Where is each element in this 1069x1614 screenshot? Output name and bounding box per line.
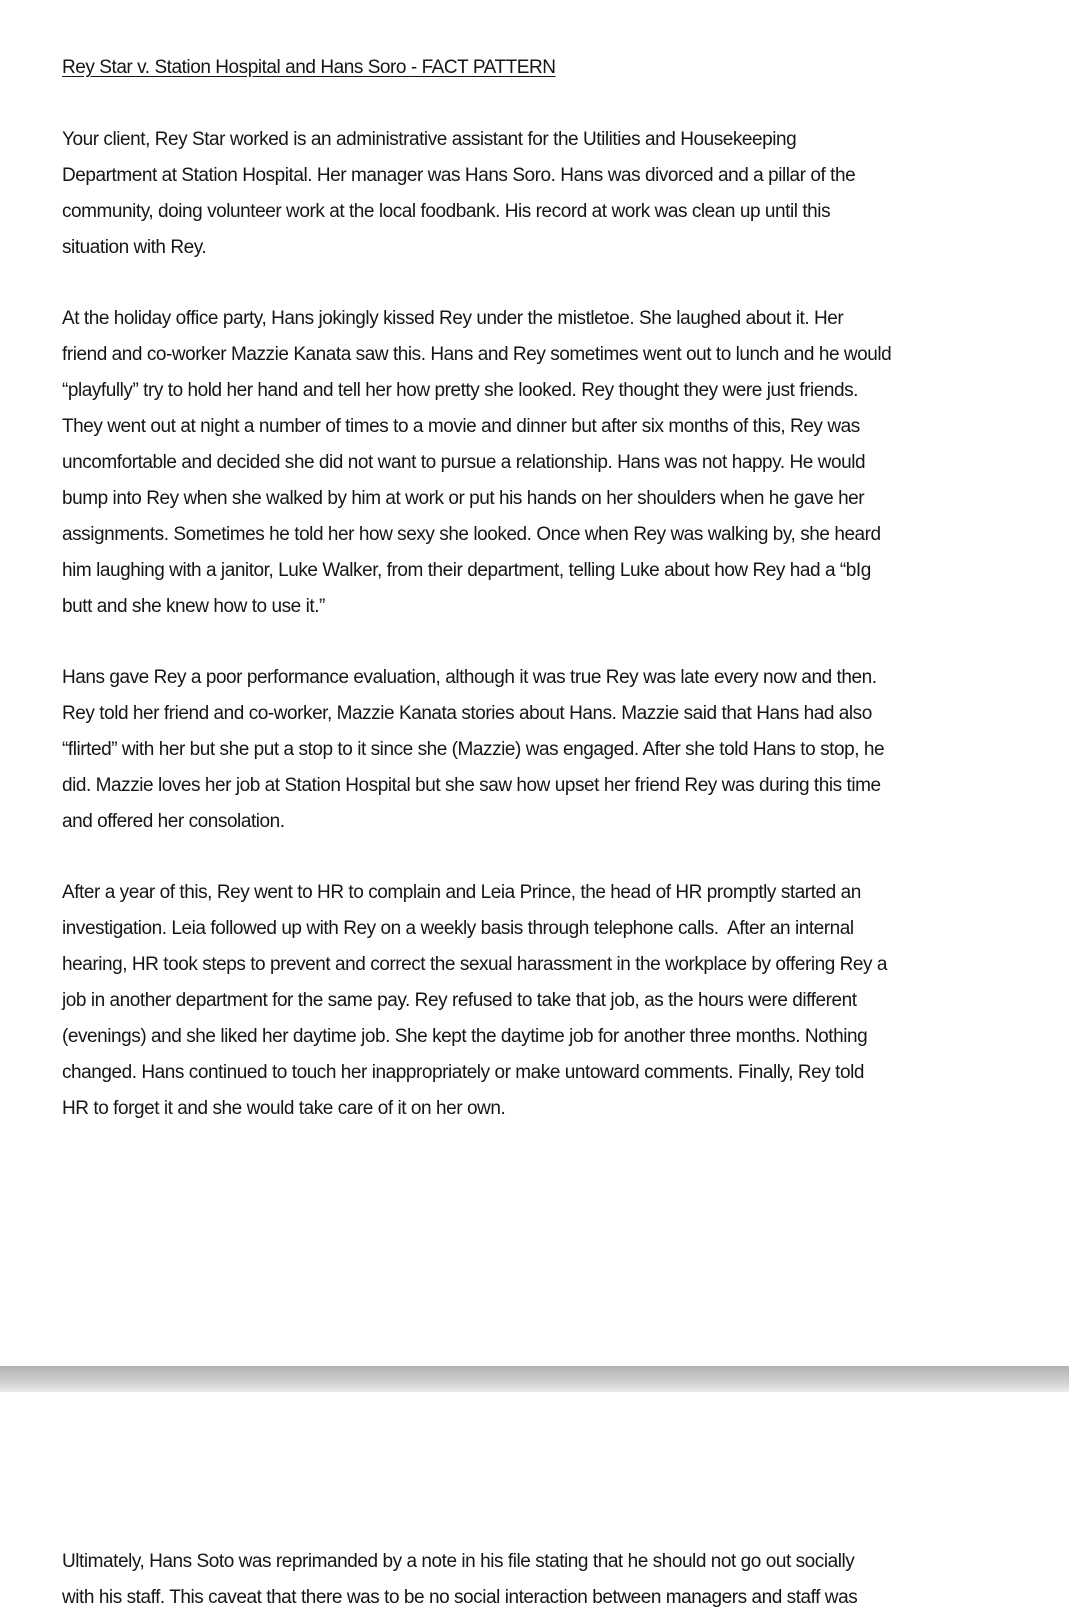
paragraph-client-background: [62, 122, 1011, 266]
text-line: Rey told her friend and co-worker, Mazzie Kanata stories about Hans. Mazzie said that Hans had also: [62, 703, 872, 724]
text-line: (evenings) and she liked her daytime job. She kept the daytime job for another three months. Nothing: [62, 1026, 868, 1047]
text-line: “playfully” try to hold her hand and tell her how pretty she looked. Rey thought they were just friends.: [62, 380, 858, 401]
text-line: investigation. Leia followed up with Rey on a weekly basis through telephone calls. After an internal: [62, 918, 854, 939]
text-line: with his staff. This caveat that there was to be no social interaction between managers and staff was: [62, 1587, 858, 1608]
paragraph-hr-complaint: [62, 875, 1011, 1127]
text-line: hearing, HR took steps to prevent and correct the sexual harassment in the workplace by offering Rey a: [62, 954, 888, 975]
text-line: “flirted” with her but she put a stop to it since she (Mazzie) was engaged. After she told Hans to stop, he: [62, 739, 885, 760]
text-line: They went out at night a number of times to a movie and dinner but after six months of this, Rey was: [62, 416, 860, 437]
text-line: Ultimately, Hans Soto was reprimanded by a note in his file stating that he should not go out socially: [62, 1551, 855, 1572]
page-break-shadow: [0, 1366, 1069, 1392]
text-line: At the holiday office party, Hans jokingly kissed Rey under the mistletoe. She laughed about it. Her: [62, 308, 844, 329]
text-line: Department at Station Hospital. Her manager was Hans Soro. Hans was divorced and a pillar of the: [62, 165, 856, 186]
text-line: and offered her consolation.: [62, 811, 285, 832]
text-line: After a year of this, Rey went to HR to complain and Leia Prince, the head of HR promptly started an: [62, 882, 861, 903]
text-line: friend and co-worker Mazzie Kanata saw this. Hans and Rey sometimes went out to lunch and he would: [62, 344, 892, 365]
paragraph-reprimand: [62, 1544, 1011, 1614]
document-title: Rey Star v. Station Hospital and Hans Soro - FACT PATTERN: [62, 57, 556, 78]
text-line: bump into Rey when she walked by him at work or put his hands on her shoulders when he gave her: [62, 488, 865, 509]
paragraph-performance-evaluation: [62, 660, 1011, 840]
text-line: changed. Hans continued to touch her inappropriately or make untoward comments. Finally, Rey told: [62, 1062, 864, 1083]
text-line: uncomfortable and decided she did not want to pursue a relationship. Hans was not happy. He would: [62, 452, 866, 473]
text-line: Your client, Rey Star worked is an administrative assistant for the Utilities and Housekeeping: [62, 129, 797, 150]
text-line: did. Mazzie loves her job at Station Hospital but she saw how upset her friend Rey was during this time: [62, 775, 881, 796]
text-line: job in another department for the same pay. Rey refused to take that job, as the hours were different: [62, 990, 857, 1011]
text-line: situation with Rey.: [62, 237, 207, 258]
paragraph-holiday-party: [62, 301, 1011, 625]
text-line: assignments. Sometimes he told her how sexy she looked. Once when Rey was walking by, she heard: [62, 524, 881, 545]
text-line: butt and she knew how to use it.”: [62, 596, 325, 617]
text-line: community, doing volunteer work at the local foodbank. His record at work was clean up until this: [62, 201, 831, 222]
text-line: HR to forget it and she would take care of it on her own.: [62, 1098, 506, 1119]
document-page-2: [0, 1392, 1069, 1614]
text-line: him laughing with a janitor, Luke Walker, from their department, telling Luke about how Rey had a “bIg: [62, 560, 871, 581]
text-line: Hans gave Rey a poor performance evaluation, although it was true Rey was late every now and then.: [62, 667, 877, 688]
